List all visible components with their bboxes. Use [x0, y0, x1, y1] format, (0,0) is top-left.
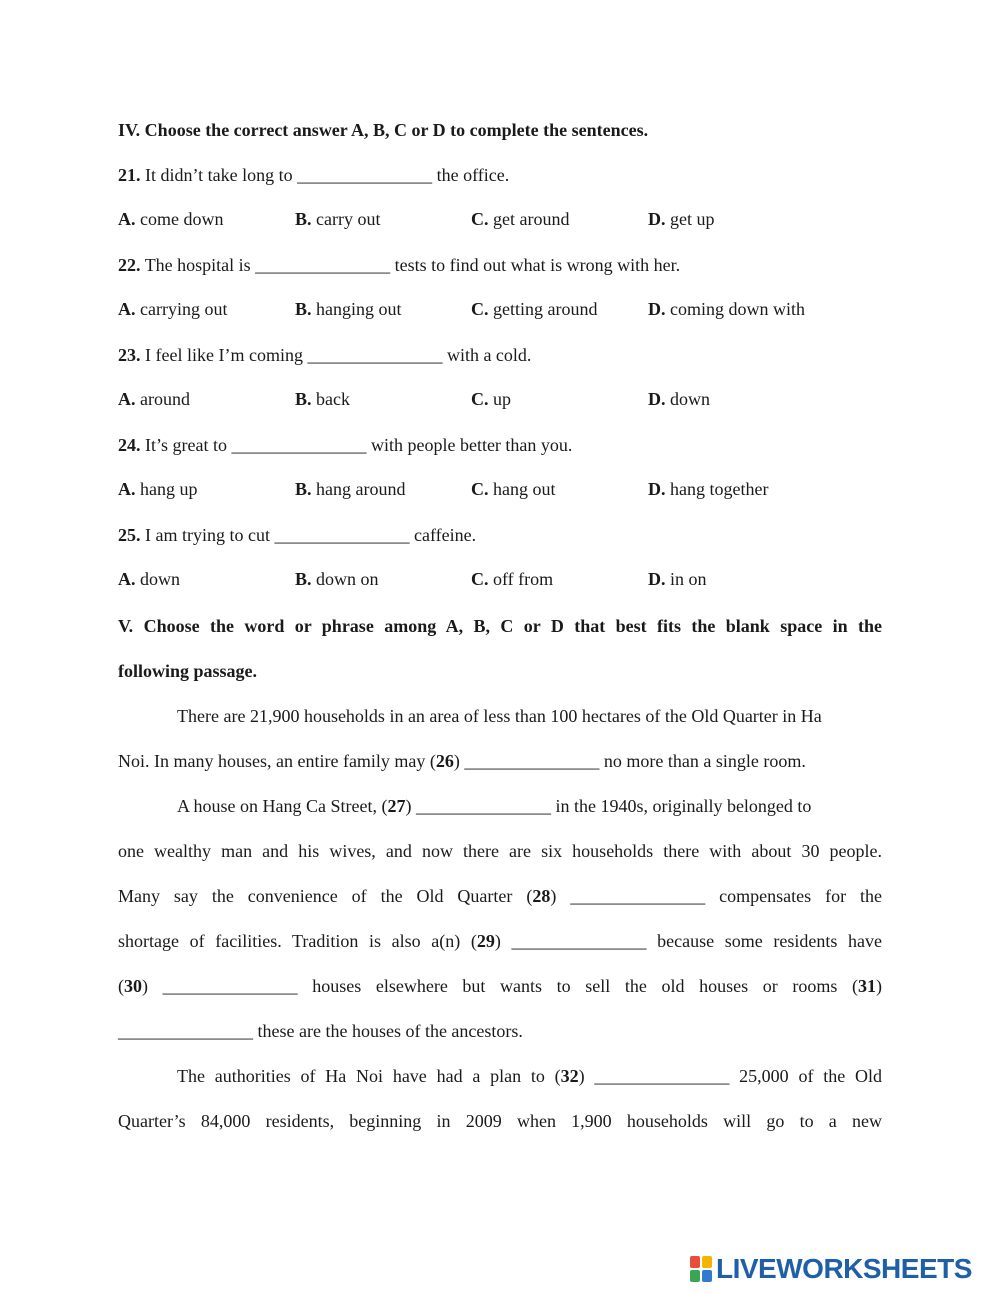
option-text: carry out: [316, 209, 381, 229]
option-letter: B.: [295, 389, 312, 409]
blank-number-29: 29: [476, 931, 495, 951]
question-21-option-c[interactable]: [471, 209, 569, 230]
option-text: hang around: [316, 479, 406, 499]
blank-number-26: 26: [435, 751, 454, 771]
option-letter: C.: [471, 569, 489, 589]
question-24-option-a[interactable]: [118, 479, 198, 500]
passage-p3-line1: The authorities of Ha Noi have had a plan to (32) _______________ 25,000 of the Old: [177, 1066, 882, 1086]
question-25-stem: [118, 524, 882, 546]
option-letter: C.: [471, 389, 489, 409]
question-number: 21.: [118, 165, 141, 185]
question-number: 22.: [118, 255, 141, 275]
option-letter: A.: [118, 479, 136, 499]
passage-p2-line1: A house on Hang Ca Street, (27) _______________ in the 1940s, originally belonged to: [177, 796, 812, 816]
option-letter: D.: [648, 299, 666, 319]
option-text: hang together: [670, 479, 769, 499]
option-text: getting around: [493, 299, 598, 319]
option-letter: C.: [471, 299, 489, 319]
option-text: off from: [493, 569, 554, 589]
question-text: It didn’t take long to _______________ the office.: [145, 165, 510, 185]
option-letter: B.: [295, 479, 312, 499]
option-letter: A.: [118, 209, 136, 229]
question-25-option-c[interactable]: [471, 569, 553, 590]
question-25-option-a[interactable]: [118, 569, 180, 590]
option-letter: D.: [648, 569, 666, 589]
option-letter: C.: [471, 209, 489, 229]
section-iv-heading: IV. Choose the correct answer A, B, C or D to complete the sentences.: [118, 120, 649, 140]
passage-p2-line2: one wealthy man and his wives, and now there are six households there with about 30 people.: [118, 841, 882, 861]
option-text: carrying out: [140, 299, 228, 319]
passage-p2-line5: (30) _______________ houses elsewhere but wants to sell the old houses or rooms (31): [118, 976, 882, 996]
question-number: 25.: [118, 525, 141, 545]
option-letter: C.: [471, 479, 489, 499]
question-number: 24.: [118, 435, 141, 455]
option-letter: B.: [295, 209, 312, 229]
passage-p1-line1: There are 21,900 households in an area of less than 100 hectares of the Old Quarter in Ha: [177, 706, 822, 726]
question-number: 23.: [118, 345, 141, 365]
option-text: get up: [670, 209, 715, 229]
blank-number-27: 27: [387, 796, 406, 816]
option-letter: A.: [118, 299, 136, 319]
passage-p3-line2: Quarter’s 84,000 residents, beginning in 2009 when 1,900 households will go to a new: [118, 1111, 882, 1131]
question-21-stem: [118, 164, 882, 186]
question-23-option-b[interactable]: [295, 389, 350, 410]
question-24-stem: [118, 434, 882, 456]
liveworksheets-logo-text: LIVEWORKSHEETS: [716, 1253, 972, 1284]
option-text: around: [140, 389, 190, 409]
passage-p2-line3: Many say the convenience of the Old Quarter (28) _______________ compensates for the: [118, 886, 882, 906]
liveworksheets-logo-icon: [690, 1256, 712, 1282]
option-text: down on: [316, 569, 379, 589]
option-text: in on: [670, 569, 707, 589]
option-text: hang up: [140, 479, 198, 499]
question-22-stem: [118, 254, 882, 276]
option-text: hang out: [493, 479, 556, 499]
option-text: down: [670, 389, 710, 409]
passage-p2-line6: _______________ these are the houses of the ancestors.: [118, 1021, 523, 1041]
option-letter: D.: [648, 209, 666, 229]
option-letter: A.: [118, 389, 136, 409]
option-letter: D.: [648, 389, 666, 409]
question-text: I am trying to cut _______________ caffeine.: [145, 525, 477, 545]
question-22-option-b[interactable]: [295, 299, 402, 320]
question-24-option-b[interactable]: [295, 479, 406, 500]
option-text: up: [493, 389, 511, 409]
question-23-option-d[interactable]: [648, 389, 710, 410]
option-text: hanging out: [316, 299, 402, 319]
question-25-option-d[interactable]: [648, 569, 707, 590]
question-23-option-c[interactable]: [471, 389, 511, 410]
question-21-option-a[interactable]: [118, 209, 223, 230]
question-text: I feel like I’m coming _______________ with a cold.: [145, 345, 532, 365]
option-letter: B.: [295, 299, 312, 319]
blank-number-32: 32: [560, 1066, 579, 1086]
blank-number-28: 28: [532, 886, 551, 906]
question-23-option-a[interactable]: [118, 389, 190, 410]
option-text: down: [140, 569, 180, 589]
option-letter: D.: [648, 479, 666, 499]
option-text: coming down with: [670, 299, 805, 319]
passage-p1-line2: Noi. In many houses, an entire family may (26) _______________ no more than a single room.: [118, 751, 806, 771]
question-text: It’s great to _______________ with people better than you.: [145, 435, 573, 455]
question-22-option-c[interactable]: [471, 299, 597, 320]
blank-number-31: 31: [858, 976, 876, 996]
option-text: come down: [140, 209, 224, 229]
section-v-heading-line2: following passage.: [118, 661, 258, 681]
option-text: back: [316, 389, 350, 409]
blank-number-30: 30: [124, 976, 142, 996]
question-25-option-b[interactable]: [295, 569, 379, 590]
section-v-heading-line1: V. Choose the word or phrase among A, B, C or D that best fits the blank space in the: [118, 616, 882, 636]
option-letter: B.: [295, 569, 312, 589]
question-text: The hospital is _______________ tests to find out what is wrong with her.: [144, 255, 681, 275]
question-24-option-d[interactable]: [648, 479, 768, 500]
option-text: get around: [493, 209, 570, 229]
question-21-option-b[interactable]: [295, 209, 380, 230]
question-23-stem: [118, 344, 882, 366]
liveworksheets-logo: [690, 1254, 972, 1284]
question-21-option-d[interactable]: [648, 209, 715, 230]
option-letter: A.: [118, 569, 136, 589]
question-24-option-c[interactable]: [471, 479, 556, 500]
question-22-option-a[interactable]: [118, 299, 227, 320]
passage-p2-line4: shortage of facilities. Tradition is also a(n) (29) _______________ because some residents have: [118, 931, 882, 951]
question-22-option-d[interactable]: [648, 299, 805, 320]
